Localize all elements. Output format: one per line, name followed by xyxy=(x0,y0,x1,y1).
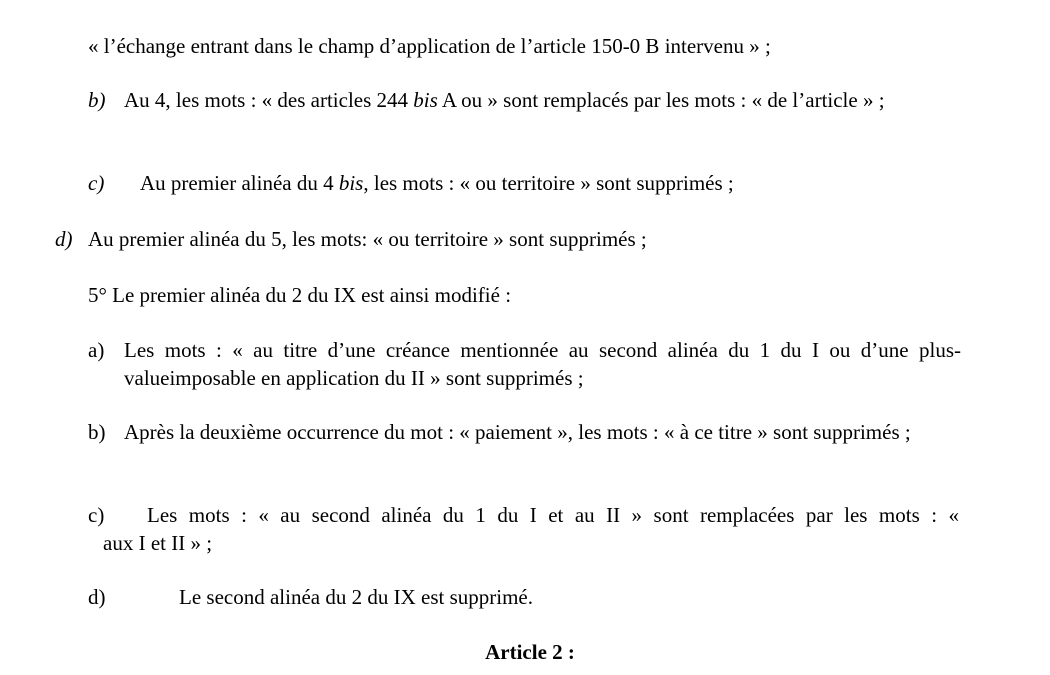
list-item-d-italic: Au premier alinéa du 5, les mots: « ou territoire » sont supprimés ; xyxy=(88,227,647,251)
list-item-c-line2: aux I et II » ; xyxy=(103,531,213,555)
list-item-b-italic: Au 4, les mots : « des articles 244 bis A ou » sont remplacés par les mots : « de l’article » ; xyxy=(124,88,885,112)
list-label-b-italic: b) xyxy=(88,88,106,112)
list-label-a: a) xyxy=(88,338,105,362)
list-label-b: b) xyxy=(88,420,106,444)
list-item-d: Le second alinéa du 2 du IX est supprimé. xyxy=(179,585,533,609)
list-label-c: c) xyxy=(88,503,105,527)
list-item-a: Les mots : « au titre d’une créance mentionnée au second alinéa du 1 du I ou d’une plus-valueimposable en application du II » sont supprimés ; xyxy=(124,338,961,390)
list-label-c-italic: c) xyxy=(88,171,105,195)
paragraph-5: 5° Le premier alinéa du 2 du IX est ainsi modifié : xyxy=(88,283,512,307)
list-item-c-italic: Au premier alinéa du 4 bis, les mots : « ou territoire » sont supprimés ; xyxy=(140,171,734,195)
quoted-text-line: « l’échange entrant dans le champ d’application de l’article 150-0 B intervenu » ; xyxy=(88,34,771,58)
list-label-d: d) xyxy=(88,585,106,609)
article-title: Article 2 : xyxy=(485,640,575,664)
list-label-d-italic: d) xyxy=(55,227,73,251)
list-item-c-line1: Les mots : « au second alinéa du 1 du I et au II » sont remplacées par les mots : « xyxy=(147,503,959,527)
list-item-b: Après la deuxième occurrence du mot : « paiement », les mots : « à ce titre » sont supprimés ; xyxy=(124,420,911,444)
